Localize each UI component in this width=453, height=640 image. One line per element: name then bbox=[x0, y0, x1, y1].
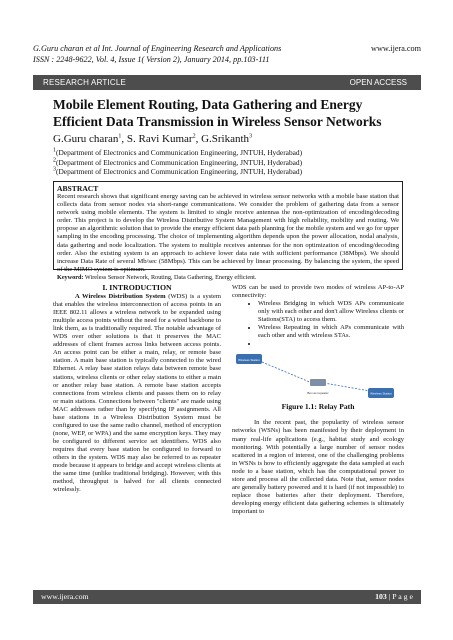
keywords-label: Keyword: bbox=[57, 273, 84, 281]
affiliation-list bbox=[53, 148, 302, 177]
affiliation-3 bbox=[53, 167, 302, 177]
intro-paragraph-text: (WDS) is a system that enables the wireless interconnection of access points in an IEEE 802.11 allows a wireless network to be expanded using multiple access points without the need for a wired backbone to link them, as is traditionally required. The notable advantage of WDS over other solutions is that it preserves the MAC addresses of client frames across links between access points. An access point can be either a main, relay, or remote base station. A main base station is typically connected to the wired Ethernet. A relay base station relays data between remote base stations, wireless clients or other relay stations to either a main or another relay base station. A remote base station accepts connections from wireless clients and passes them on to relay or main stations. Connections between "clients" are made using MAC addresses rather than by specifying IP assignments. All base stations in a Wireless Distribution System must be configured to use the same radio channel, method of encryption (none, WEP, or WPA) and the same encryption keys. They may be configured to different service set identifiers. WDS also requires that every base station be configured to forward to others in the system. WDS may also be referred to as repeater mode because it appears to bridge and accept wireless clients at the same time (unlike traditional bridging). However, with this method, throughput is halved for all clients connected wirelessly. bbox=[53, 293, 221, 494]
author-2-sup: 2 bbox=[192, 133, 196, 140]
paper-title: Mobile Element Routing, Data Gathering and Energy Efficient Data Transmission in Wireless Sensor Networks bbox=[53, 97, 382, 129]
page-label: | P a g e bbox=[386, 592, 413, 601]
wds-modes-list bbox=[232, 300, 404, 348]
keywords-text: Wireless Sensor Network, Routing, Data Gathering, Energy efficient. bbox=[83, 273, 257, 281]
right-link-line bbox=[324, 383, 370, 391]
abstract-heading: ABSTRACT bbox=[57, 184, 99, 193]
page-number bbox=[375, 592, 413, 601]
author-separator: , bbox=[121, 133, 127, 145]
list-item bbox=[258, 340, 404, 348]
affiliation-sup: 3 bbox=[53, 166, 56, 173]
abstract-text: Recent research shows that significant energy saving can be achieved in wireless sensor networks with a mobile base station that collects data from sensor nodes via short-range communications. We consider the problem of gathering data from a sensor network using mobile elements. The system is limited to single receive antennas the non-optimization of encoding/decoding order. This project is to develop the Wireless Distributive System Management with high reliability, mobility and routing. We propose an algorithmic solution that to provide the energy efficient data path planning for the mobile system and we go for upper sampling in the encoding processing. The choice of implementing algorithm depends upon the power allocation, nodal analysis, data gathering and node localization. The system to multiple receives antennas for the non optimization of encoding/decoding order. Also the existing system is an approach to achieve lower data rate with sufficient performance (38Mbps). We should increase Data Rate of several Mb/sec (58Mbps). This can be achieved by linear processing. By balancing the system, the speed of the MIMO system is optimum. bbox=[57, 193, 399, 273]
journal-citation-line2: ISSN : 2248-9622, Vol. 4, Issue 1( Version 2), January 2014, pp.103-111 bbox=[33, 54, 270, 64]
affiliation-sup: 1 bbox=[53, 147, 56, 154]
affiliation-text: (Department of Electronics and Communication Engineering, JNTUH, Hyderabad) bbox=[56, 157, 303, 167]
relay-path-figure bbox=[232, 350, 400, 402]
page-footer bbox=[33, 590, 421, 604]
list-item: • Wireless Repeating in which APs communicate with each other and with wireless STAs. bbox=[258, 324, 404, 340]
author-separator: , bbox=[195, 133, 202, 145]
footer-url-link[interactable]: www.ijera.com bbox=[41, 592, 89, 601]
header-url-link[interactable]: www.ijera.com bbox=[371, 44, 421, 53]
affiliation-1 bbox=[53, 148, 302, 158]
right-station-label: Wireless Station bbox=[370, 391, 392, 396]
journal-citation-line1: G.Guru charan et al Int. Journal of Engineering Research and Applications bbox=[33, 44, 282, 53]
relay-path-diagram bbox=[232, 350, 400, 402]
affiliation-text: (Department of Electronics and Communication Engineering, JNTUH, Hyderabad) bbox=[56, 148, 303, 157]
repeater-label: Box as repeater bbox=[307, 391, 329, 396]
right-column bbox=[232, 284, 404, 516]
affiliation-text: (Department of Electronics and Communication Engineering, JNTUH, Hyderabad) bbox=[56, 167, 303, 176]
repeater-box-icon bbox=[310, 379, 326, 386]
keywords-line bbox=[57, 274, 399, 282]
intro-lead-bold: A Wireless Distribution System bbox=[75, 293, 166, 301]
intro-paragraph bbox=[53, 293, 221, 494]
left-station-label: Wireless Station bbox=[238, 358, 260, 363]
left-column bbox=[53, 284, 221, 494]
author-3: G.Srikanth bbox=[201, 133, 250, 145]
wds-modes-paragraph: WDS can be used to provide two modes of wireless AP-to-AP connectivity: bbox=[232, 284, 404, 300]
author-3-sup: 3 bbox=[249, 133, 253, 140]
figure-caption: Figure 1.1: Relay Path bbox=[281, 402, 355, 412]
open-access-label: OPEN ACCESS bbox=[349, 78, 407, 87]
list-item: • Wireless Bridging in which WDS APs communicate only with each other and don't allow Wireless clients or Stations(STA) to access them. bbox=[258, 300, 404, 324]
wsn-paragraph: In the recent past, the popularity of wireless sensor networks (WSNs) has been manifested by their deployment in many real-life applications (e.g., habitat study and ecology monitoring. With potentially a large number of sensor nodes scattered in a region of interest, one of the challenging problems in WSNs is how to efficiently aggregate the data sampled at each node to a base station, which has the computational power to store and process all the collected data. Note that, sensor nodes are generally battery powered and it is hard (if not impossible) to replace those batteries after their deployment. Therefore, developing energy efficient data gathering schemes is ultimately important to bbox=[232, 419, 404, 515]
left-link-line bbox=[262, 362, 312, 383]
author-2: S. Ravi Kumar bbox=[126, 133, 193, 145]
section-heading-introduction: I. INTRODUCTION bbox=[102, 283, 172, 292]
affiliation-2 bbox=[53, 158, 302, 168]
author-list bbox=[53, 133, 252, 145]
affiliation-sup: 2 bbox=[53, 157, 56, 164]
author-1-sup: 1 bbox=[118, 133, 122, 140]
author-1: G.Guru charan bbox=[53, 133, 119, 145]
article-type-banner bbox=[33, 75, 421, 90]
abstract-box bbox=[53, 181, 403, 281]
research-article-label: RESEARCH ARTICLE bbox=[43, 78, 127, 87]
running-header bbox=[33, 44, 421, 65]
page-number-value: 103 bbox=[375, 592, 387, 601]
